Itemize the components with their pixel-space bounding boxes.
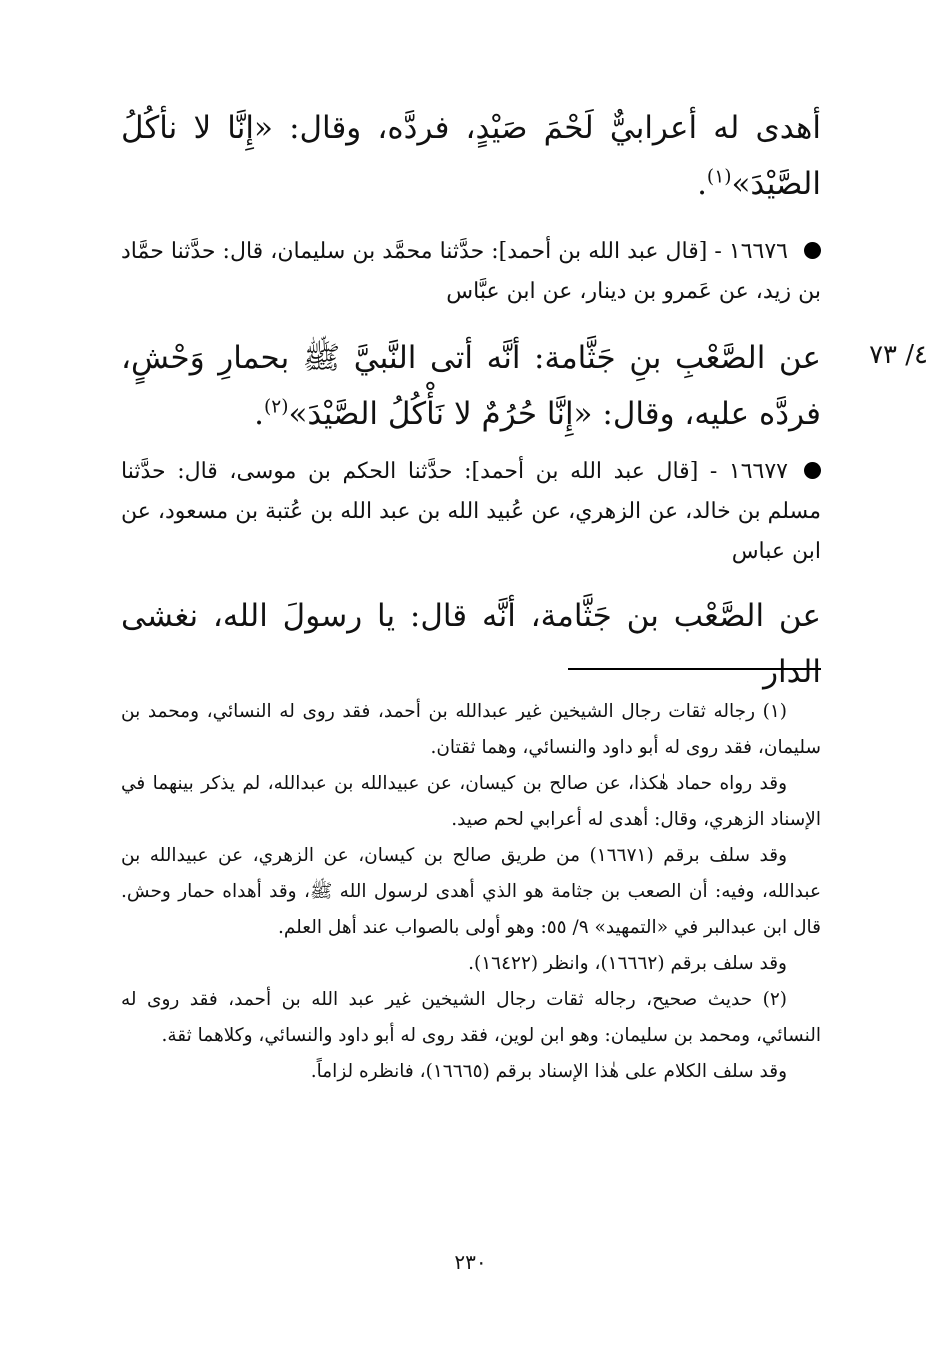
isnad-text: ١٦٦٧٧ - [قال عبد الله بن أحمد]: حدَّثنا الحكم بن موسى، قال: حدَّثنا مسلم بن خالد، عن الزهري، عن عُبيد الله بن عبد الله بن عُتبة بن مسعود، عن ابن عباس xyxy=(121,459,821,564)
footnote-paragraph: (٢) حديث صحيح، رجاله ثقات رجال الشيخين غير عبد الله بن أحمد، فقد روى له النسائي، ومحمد بن سليمان: وهو ابن لوين، فقد روى له أبو داود والنسائي، وكلاهما ثقة. xyxy=(121,989,821,1046)
footnote-paragraph: (١) رجاله ثقات رجال الشيخين غير عبدالله بن أحمد، فقد روى له النسائي، ومحمد بن سليمان، فقد روى له أبو داود والنسائي، وهما ثقتان. xyxy=(121,701,821,758)
bullet-icon xyxy=(804,462,821,479)
hadith-text-paragraph: عن الصَّعْبِ بنِ جَثَّامة: أنَّه أتى النَّبيَّ ﷺ بحمارِ وَحْشٍ، فردَّه عليه، وقال: «إِنَّا حُرُمٌ لا نَأْكُلُ الصَّيْدَ»$^{(٢)}$. xyxy=(121,340,821,432)
footnote-paragraph: وقد سلف الكلام على هٰذا الإسناد برقم (١٦٦٦٥)، فانظره لزاماً. xyxy=(310,1061,787,1082)
hadith-text-paragraph xyxy=(121,588,821,700)
hadith-text: عن الصَّعْب بن جَثَّامة، أنَّه قال: يا رسولَ الله، نغشى الدار xyxy=(121,598,821,690)
isnad-paragraph xyxy=(121,452,821,572)
hadith-text: أهدى له أعرابيٌّ لَحْمَ صَيْدٍ، فردَّه، وقال: «إِنَّا لا نأكُلُ الصَّيْدَ» xyxy=(121,110,821,202)
footnote-marker: (٢) xyxy=(263,396,289,418)
footnote-paragraph: وقد سلف برقم (١٦٦٦٢)، وانظر (١٦٤٢٢). xyxy=(468,953,787,974)
hadith-text: عن الصَّعْبِ بنِ جَثَّامة: أنَّه أتى النَّبيَّ ﷺ بحمارِ وَحْشٍ، فردَّه عليه، وقال: «إِنَّا حُرُمٌ لا نَأْكُلُ الصَّيْدَ» xyxy=(121,340,821,432)
footnote-paragraph: وقد رواه حماد هٰكذا، عن صالح بن كيسان، عن عبيدالله بن عبدالله، لم يذكر بينهما في الإسناد الزهري، وقال: أهدى له أعرابي لحم صيد. xyxy=(121,773,821,830)
hadith-text-paragraph: أهدى له أعرابيٌّ لَحْمَ صَيْدٍ، فردَّه، وقال: «إِنَّا لا نأكُلُ الصَّيْدَ»$^{(١)}$. xyxy=(121,110,821,202)
isnad-text: ١٦٦٧٦ - [قال عبد الله بن أحمد]: حدَّثنا محمَّد بن سليمان، قال: حدَّثنا حمَّاد بن زيد، عن عَمرو بن دينار، عن ابن عبَّاس xyxy=(121,239,821,304)
footnote-separator xyxy=(568,668,821,670)
bullet-icon xyxy=(804,242,821,259)
footnotes-section xyxy=(121,694,821,1090)
volume-page-reference: ٤/ ٧٣ xyxy=(869,340,928,370)
footnote-paragraph: وقد سلف برقم (١٦٦٧١) من طريق صالح بن كيسان، عن الزهري، عن عبيدالله بن عبدالله، وفيه: أن الصعب بن جثامة هو الذي أهدى لرسول الله ﷺ، وقد أهداه حمار وحش. قال ابن عبدالبر في «التمهيد» ٩/ ٥٥: وهو أولى بالصواب عند أهل العلم. xyxy=(121,845,821,938)
footnote-marker: (١) xyxy=(706,166,732,188)
isnad-paragraph xyxy=(121,232,821,312)
page-number: ٢٣٠ xyxy=(454,1250,487,1274)
